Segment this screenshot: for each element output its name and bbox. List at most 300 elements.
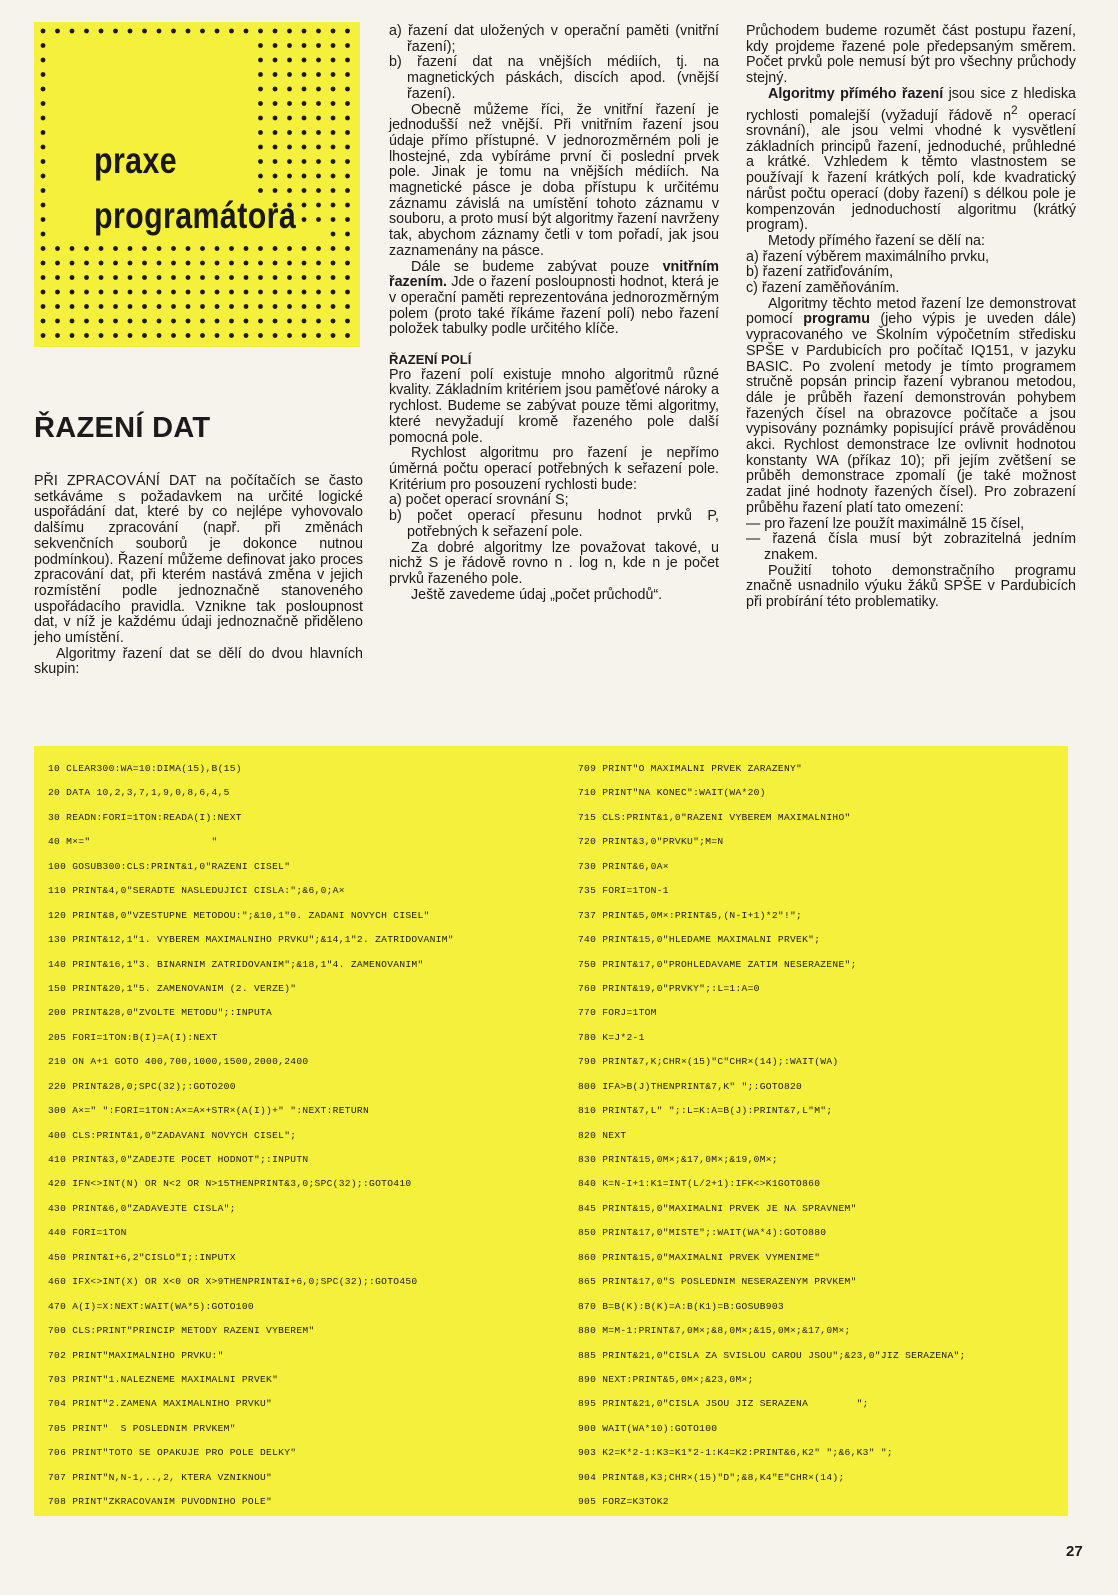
code-line: 700 CLS:PRINT"PRINCIP METODY RAZENI VYBEREM" <box>48 1325 315 1337</box>
dot <box>171 319 176 324</box>
dot <box>331 290 336 295</box>
dot <box>302 246 307 251</box>
text: Dále se budeme zabývat pouze <box>411 258 663 275</box>
dot <box>302 159 307 164</box>
dot <box>331 159 336 164</box>
dot <box>113 319 118 324</box>
paragraph <box>389 260 719 339</box>
dot <box>229 29 234 34</box>
dot <box>302 116 307 121</box>
dot <box>215 261 220 266</box>
dot <box>229 275 234 280</box>
dot <box>302 275 307 280</box>
dot <box>55 261 60 266</box>
dot <box>55 304 60 309</box>
dot <box>41 290 46 295</box>
code-line: 220 PRINT&28,0;SPC(32);:GOTO200 <box>48 1080 236 1092</box>
dot <box>345 261 350 266</box>
dot <box>200 246 205 251</box>
dot <box>287 101 292 106</box>
dot <box>70 319 75 324</box>
dot <box>244 290 249 295</box>
paragraph: Použití tohoto demonstračního programu značně usnadnilo výuku žáků SPŠE v Pardubicích při probírání této problematiky. <box>746 562 1076 611</box>
paragraph: Pro řazení polí existuje mnoho algoritmů různé kvality. Základním kritériem jsou paměťové nároky a rychlost. Budeme se zabývat pouze těmi algoritmy, které nevyžadují kromě řazeného pole další pomocná pole. <box>389 366 719 446</box>
dot <box>244 319 249 324</box>
dot <box>316 333 321 338</box>
dot <box>113 29 118 34</box>
dot <box>316 174 321 179</box>
code-line: 770 FORJ=1TOM <box>578 1007 657 1019</box>
code-line: 20 DATA 10,2,3,7,1,9,0,8,6,4,5 <box>48 787 230 799</box>
dot <box>84 290 89 295</box>
dot <box>128 333 133 338</box>
code-line: 730 PRINT&6,0A× <box>578 860 669 872</box>
list-item: — pro řazení lze použít maximálně 15 čísel, <box>746 515 1025 532</box>
dot <box>84 319 89 324</box>
dot <box>99 261 104 266</box>
code-line: 470 A(I)=X:NEXT:WAIT(WA*5):GOTO100 <box>48 1300 254 1312</box>
dot <box>302 58 307 63</box>
dot <box>84 29 89 34</box>
dot <box>41 217 46 222</box>
dot <box>128 319 133 324</box>
dot <box>99 290 104 295</box>
dot <box>215 319 220 324</box>
dot <box>70 290 75 295</box>
dot <box>258 145 263 150</box>
dot <box>273 72 278 77</box>
code-line: 400 CLS:PRINT&1,0"ZADAVANI NOVYCH CISEL"; <box>48 1129 297 1141</box>
dot <box>157 319 162 324</box>
dot <box>41 261 46 266</box>
code-line: 707 PRINT"N,N-1,..,2, KTERA VZNIKNOU" <box>48 1471 273 1483</box>
code-line: 850 PRINT&17,0"MISTE";:WAIT(WA*4):GOTO880 <box>578 1227 827 1239</box>
dot <box>41 72 46 77</box>
dot <box>41 188 46 193</box>
dot <box>41 232 46 237</box>
paragraph: Metody přímého řazení se dělí na: <box>768 232 985 249</box>
code-line: 205 FORI=1TON:B(I)=A(I):NEXT <box>48 1031 218 1043</box>
dot <box>171 29 176 34</box>
code-line: 900 WAIT(WA*10):GOTO100 <box>578 1422 718 1434</box>
dot <box>287 130 292 135</box>
dot <box>273 174 278 179</box>
dot <box>316 188 321 193</box>
dot <box>345 246 350 251</box>
paragraph: Obecně můžeme říci, že vnitřní řazení je jednodušší než vnější. Při vnitřním řazení jsou údaje přímo přístupné. V jednorozměrném poli je lhostejné, zda vybíráme první či poslední prvek pole. Jinak je tomu na vnějších médiích. Na magnetické pásce je doba přístupu k určitému záznamu závislá na umístění tohoto záznamu v souboru, a proto musí být algoritmy řazení navrženy tak, abychom záznamy četli v tom pořadí, jak jsou zaznamenány na pásce. <box>389 101 719 259</box>
code-line: 840 K=N-I+1:K1=INT(L/2+1):IFK<>K1GOTO860 <box>578 1178 821 1190</box>
paragraph: Rychlost algoritmu pro řazení je nepřímo úměrná počtu operací potřebných k seřazení pole. Kritérium pro posouzení rychlosti bude: <box>389 445 719 493</box>
dot <box>142 261 147 266</box>
dot <box>302 304 307 309</box>
dot <box>302 188 307 193</box>
dot <box>316 29 321 34</box>
code-line: 830 PRINT&15,0M×;&17,0M×;&19,0M×; <box>578 1154 778 1165</box>
dot <box>200 29 205 34</box>
dot <box>258 72 263 77</box>
dot <box>345 145 350 150</box>
dot <box>186 275 191 280</box>
dot <box>113 246 118 251</box>
dot <box>316 43 321 48</box>
dot <box>331 29 336 34</box>
dot <box>287 29 292 34</box>
dot <box>128 290 133 295</box>
dot <box>200 275 205 280</box>
dot <box>331 43 336 48</box>
dot <box>41 116 46 121</box>
dot <box>142 246 147 251</box>
dot <box>331 333 336 338</box>
dot <box>41 43 46 48</box>
code-line: 702 PRINT"MAXIMALNIHO PRVKU:" <box>48 1349 224 1361</box>
dot <box>331 87 336 92</box>
code-line: 10 CLEAR300:WA=10:DIMA(15),B(15) <box>48 763 242 774</box>
dot <box>287 319 292 324</box>
dot <box>287 333 292 338</box>
code-line: 440 FORI=1TON <box>48 1227 127 1239</box>
dot <box>41 159 46 164</box>
dot <box>331 188 336 193</box>
dot <box>258 43 263 48</box>
dot <box>186 290 191 295</box>
dot <box>258 87 263 92</box>
dot <box>186 304 191 309</box>
dot <box>273 29 278 34</box>
dot <box>55 319 60 324</box>
dot <box>345 232 350 237</box>
dot <box>215 290 220 295</box>
dot <box>331 130 336 135</box>
code-column-left <box>48 757 454 1515</box>
code-line: 760 PRINT&19,0"PRVKY";:L=1:A=0 <box>578 982 760 994</box>
dot <box>316 130 321 135</box>
dot <box>41 101 46 106</box>
dot <box>186 261 191 266</box>
dot <box>157 29 162 34</box>
dot <box>302 290 307 295</box>
code-line: 780 K=J*2-1 <box>578 1031 645 1043</box>
code-line: 300 A×=" ":FORI=1TON:A×=A×+STR×(A(I))+" ":NEXT:RETURN <box>48 1105 370 1117</box>
dot <box>200 304 205 309</box>
text: Jde o řazení posloupnosti hodnot, která je v operační paměti reprezentována jednorozměrným polem (proto také říkáme řazení polí) nebo řazení položek tabulky podle určitého klíče. <box>389 274 719 338</box>
dot <box>331 72 336 77</box>
dot <box>258 159 263 164</box>
dot <box>70 246 75 251</box>
dot <box>41 246 46 251</box>
dot <box>331 275 336 280</box>
dot <box>171 261 176 266</box>
dot <box>215 333 220 338</box>
dot <box>316 72 321 77</box>
dot <box>287 188 292 193</box>
section-logo <box>34 22 360 347</box>
dot <box>142 333 147 338</box>
code-line: 820 NEXT <box>578 1129 627 1141</box>
dot <box>287 246 292 251</box>
article-heading: ŘAZENÍ DAT <box>34 412 211 444</box>
code-line: 735 FORI=1TON-1 <box>578 885 669 897</box>
list-item: — řazená čísla musí být zobrazitelná jedním znakem. <box>746 531 1076 563</box>
dot <box>84 275 89 280</box>
dot <box>41 29 46 34</box>
dot <box>316 116 321 121</box>
code-line: 800 IFA>B(J)THENPRINT&7,K" ";:GOTO820 <box>578 1080 803 1092</box>
dot <box>258 29 263 34</box>
dot <box>273 261 278 266</box>
dot <box>258 333 263 338</box>
subheading: ŘAZENÍ POLÍ <box>389 352 472 368</box>
dot <box>258 319 263 324</box>
dot <box>316 261 321 266</box>
dot <box>331 174 336 179</box>
dot <box>229 246 234 251</box>
dot <box>258 246 263 251</box>
dot <box>41 275 46 280</box>
dot-pattern <box>34 22 360 347</box>
code-line: 450 PRINT&I+6,2"CISLO"I;:INPUTX <box>48 1251 236 1263</box>
dot <box>113 290 118 295</box>
dot <box>84 261 89 266</box>
dot <box>345 304 350 309</box>
dot <box>287 145 292 150</box>
dot <box>316 304 321 309</box>
dot <box>229 304 234 309</box>
dot <box>70 29 75 34</box>
dot <box>345 275 350 280</box>
dot <box>302 333 307 338</box>
code-line: 810 PRINT&7,L" ";:L=K:A=B(J):PRINT&7,L"M"; <box>578 1105 833 1117</box>
dot <box>302 101 307 106</box>
dot <box>70 333 75 338</box>
dot <box>200 290 205 295</box>
dot <box>316 145 321 150</box>
dot <box>316 58 321 63</box>
dot <box>273 333 278 338</box>
dot <box>258 290 263 295</box>
dot <box>273 246 278 251</box>
text: Algoritmy těchto metod řazení lze demonstrovat pomocí <box>746 295 1076 328</box>
dot <box>258 174 263 179</box>
text: operací srovnání), ale jsou velmi vhodné k vysvětlení základních principů řazení, jednoduché, průhledné a krátké. Vzhledem k těmto vlastnostem se používají k řazení krátkých polí, kde kvadratický nárůst počtu operací (doby řazení) s délkou pole je kompenzován jednoduchostí algoritmu (krátký program). <box>746 107 1076 234</box>
page-number: 27 <box>1066 1543 1083 1560</box>
dot <box>41 130 46 135</box>
code-line: 790 PRINT&7,K;CHR×(15)"C"CHR×(14);:WAIT(WA) <box>578 1056 839 1068</box>
code-line: 885 PRINT&21,0"CISLA ZA SVISLOU CAROU JSOU";&23,0"JIZ SERAZENA"; <box>578 1349 966 1361</box>
bold-text: vnitřním řazením. <box>389 258 719 291</box>
dot <box>113 261 118 266</box>
dot <box>273 101 278 106</box>
bold-text: Algoritmy přímého řazení <box>768 85 944 102</box>
dot <box>200 319 205 324</box>
code-line: 430 PRINT&6,0"ZADAVEJTE CISLA"; <box>48 1202 236 1214</box>
dot <box>41 203 46 208</box>
dot <box>287 174 292 179</box>
dot <box>215 29 220 34</box>
dot <box>345 217 350 222</box>
dot <box>287 159 292 164</box>
code-line: 460 IFX<>INT(X) OR X<0 OR X>9THENPRINT&I+6,0;SPC(32);:GOTO450 <box>48 1276 418 1288</box>
dot <box>287 72 292 77</box>
dot <box>345 188 350 193</box>
code-line: 904 PRINT&8,K3;CHR×(15)"D";&8,K4"E"CHR×(14); <box>578 1471 845 1483</box>
code-line: 890 NEXT:PRINT&5,0M×;&23,0M×; <box>578 1373 754 1385</box>
dot <box>70 304 75 309</box>
dot <box>331 101 336 106</box>
dot <box>41 58 46 63</box>
dot <box>258 261 263 266</box>
column-2 <box>389 24 719 603</box>
code-line: 750 PRINT&17,0"PROHLEDAVAME ZATIM NESERAZENE"; <box>578 958 857 970</box>
code-line: 150 PRINT&20,1"5. ZAMENOVANIM (2. VERZE)" <box>48 982 297 994</box>
dot <box>41 319 46 324</box>
dot <box>186 246 191 251</box>
dot <box>229 290 234 295</box>
dot <box>113 304 118 309</box>
dot <box>229 333 234 338</box>
dot <box>99 246 104 251</box>
dot <box>215 275 220 280</box>
dot <box>273 275 278 280</box>
dot <box>128 261 133 266</box>
dot <box>345 58 350 63</box>
dot <box>128 275 133 280</box>
dot <box>41 304 46 309</box>
code-line: 870 B=B(K):B(K)=A:B(K1)=B:GOSUB903 <box>578 1300 784 1312</box>
list-item: b) řazení dat na vnějších médiích, tj. na magnetických páskách, discích apod. (vnější řazení). <box>389 54 719 102</box>
code-column-right <box>578 757 966 1515</box>
code-line: 845 PRINT&15,0"MAXIMALNI PRVEK JE NA SPRAVNEM" <box>578 1202 857 1214</box>
dot <box>273 58 278 63</box>
dot <box>273 290 278 295</box>
dot <box>55 290 60 295</box>
dot <box>287 275 292 280</box>
dot <box>345 203 350 208</box>
dot <box>200 261 205 266</box>
dot <box>244 333 249 338</box>
paragraph: Průchodem budeme rozumět část postupu řazení, kdy projdeme řazené pole předepsaným směrem. Počet prvků pole nemusí být pro všechny průchody stejný. <box>746 23 1076 87</box>
dot <box>186 29 191 34</box>
dot <box>258 58 263 63</box>
paragraph: Ještě zavedeme údaj „počet průchodů“. <box>411 586 663 603</box>
dot <box>345 87 350 92</box>
dot <box>302 87 307 92</box>
paragraph <box>746 297 1076 517</box>
dot <box>244 304 249 309</box>
paragraph <box>746 87 1076 234</box>
dot <box>316 275 321 280</box>
code-line: 740 PRINT&15,0"HLEDAME MAXIMALNI PRVEK"; <box>578 934 821 946</box>
dot <box>331 203 336 208</box>
dot <box>244 261 249 266</box>
dot <box>41 145 46 150</box>
dot <box>331 232 336 237</box>
dot <box>302 43 307 48</box>
dot <box>258 275 263 280</box>
dot <box>345 319 350 324</box>
dot <box>331 217 336 222</box>
dot <box>331 145 336 150</box>
dot <box>171 290 176 295</box>
logo-line-2: programátora <box>94 195 297 236</box>
dot <box>345 290 350 295</box>
dot <box>258 304 263 309</box>
code-line: 737 PRINT&5,0M×:PRINT&5,(N-I+1)*2"!"; <box>578 909 803 921</box>
code-line: 706 PRINT"TOTO SE OPAKUJE PRO POLE DELKY" <box>48 1447 297 1459</box>
dot <box>345 130 350 135</box>
dot <box>70 275 75 280</box>
dot <box>316 319 321 324</box>
dot <box>41 87 46 92</box>
dot <box>316 217 321 222</box>
dot <box>331 58 336 63</box>
dot <box>345 159 350 164</box>
list-item: a) počet operací srovnání S; <box>389 492 569 509</box>
dot <box>215 304 220 309</box>
dot <box>41 333 46 338</box>
dot <box>302 203 307 208</box>
dot <box>273 145 278 150</box>
dot <box>157 333 162 338</box>
dot <box>345 333 350 338</box>
list-item: c) řazení zaměňováním. <box>746 280 900 297</box>
text: jsou sice z hlediska rychlosti pomalejší (vyžadují řádově n <box>746 85 1076 124</box>
code-line: 110 PRINT&4,0"SERADTE NASLEDUJICI CISLA:";&6,0;A× <box>48 885 345 897</box>
dot <box>273 43 278 48</box>
dot <box>302 130 307 135</box>
dot <box>41 174 46 179</box>
dot <box>99 304 104 309</box>
dot <box>331 246 336 251</box>
code-line: 715 CLS:PRINT&1,0"RAZENI VYBEREM MAXIMALNIHO" <box>578 811 851 823</box>
code-line: 865 PRINT&17,0"S POSLEDNIM NESERAZENYM PRVKEM" <box>578 1276 857 1288</box>
code-line: 210 ON A+1 GOTO 400,700,1000,1500,2000,2400 <box>48 1056 309 1068</box>
dot <box>244 246 249 251</box>
dot <box>84 246 89 251</box>
dot <box>171 246 176 251</box>
bold-text: programu <box>803 311 870 328</box>
dot <box>273 319 278 324</box>
dot <box>84 304 89 309</box>
dot <box>186 319 191 324</box>
dot <box>142 290 147 295</box>
column-1 <box>34 474 363 678</box>
dot <box>287 58 292 63</box>
superscript: 2 <box>1011 102 1018 117</box>
paragraph: Za dobré algoritmy lze považovat takové, u nichž S je řádově rovno n . log n, kde n je počet prvků řazeného pole. <box>389 539 719 587</box>
code-line: 705 PRINT" S POSLEDNIM PRVKEM" <box>48 1422 236 1434</box>
dot <box>316 203 321 208</box>
code-line: 410 PRINT&3,0"ZADEJTE POCET HODNOT";:INPUTN <box>48 1154 309 1165</box>
paragraph: PŘI ZPRACOVÁNÍ DAT na počítačích se často setkáváme s požadavkem na určité logické uspořádání dat, které by co nejlépe vyhovovalo dalšímu zpracování (např. při změnách sekvenčních souborů je dokonce nutnou podmínkou). Řazení můžeme definovat jako proces zpracování dat, při kterém nastává změna v jejich rozmístění podle jednoznačně stanoveného uspořádacího pravidla. Vznikne tak posloupnost dat, v níž je každému údaji jednoznačně přiděleno jeho umístění. <box>34 473 363 647</box>
dot <box>258 116 263 121</box>
code-line: 120 PRINT&8,0"VZESTUPNE METODOU:";&10,1"0. ZADANI NOVYCH CISEL" <box>48 909 430 921</box>
dot <box>55 333 60 338</box>
code-line: 40 M×=" " <box>48 836 218 848</box>
dot <box>316 101 321 106</box>
dot <box>316 290 321 295</box>
dot <box>142 275 147 280</box>
dot <box>345 29 350 34</box>
dot <box>345 72 350 77</box>
dot <box>302 319 307 324</box>
dot <box>302 29 307 34</box>
dot <box>331 261 336 266</box>
dot <box>229 261 234 266</box>
dot <box>273 87 278 92</box>
dot <box>99 319 104 324</box>
dot <box>316 246 321 251</box>
